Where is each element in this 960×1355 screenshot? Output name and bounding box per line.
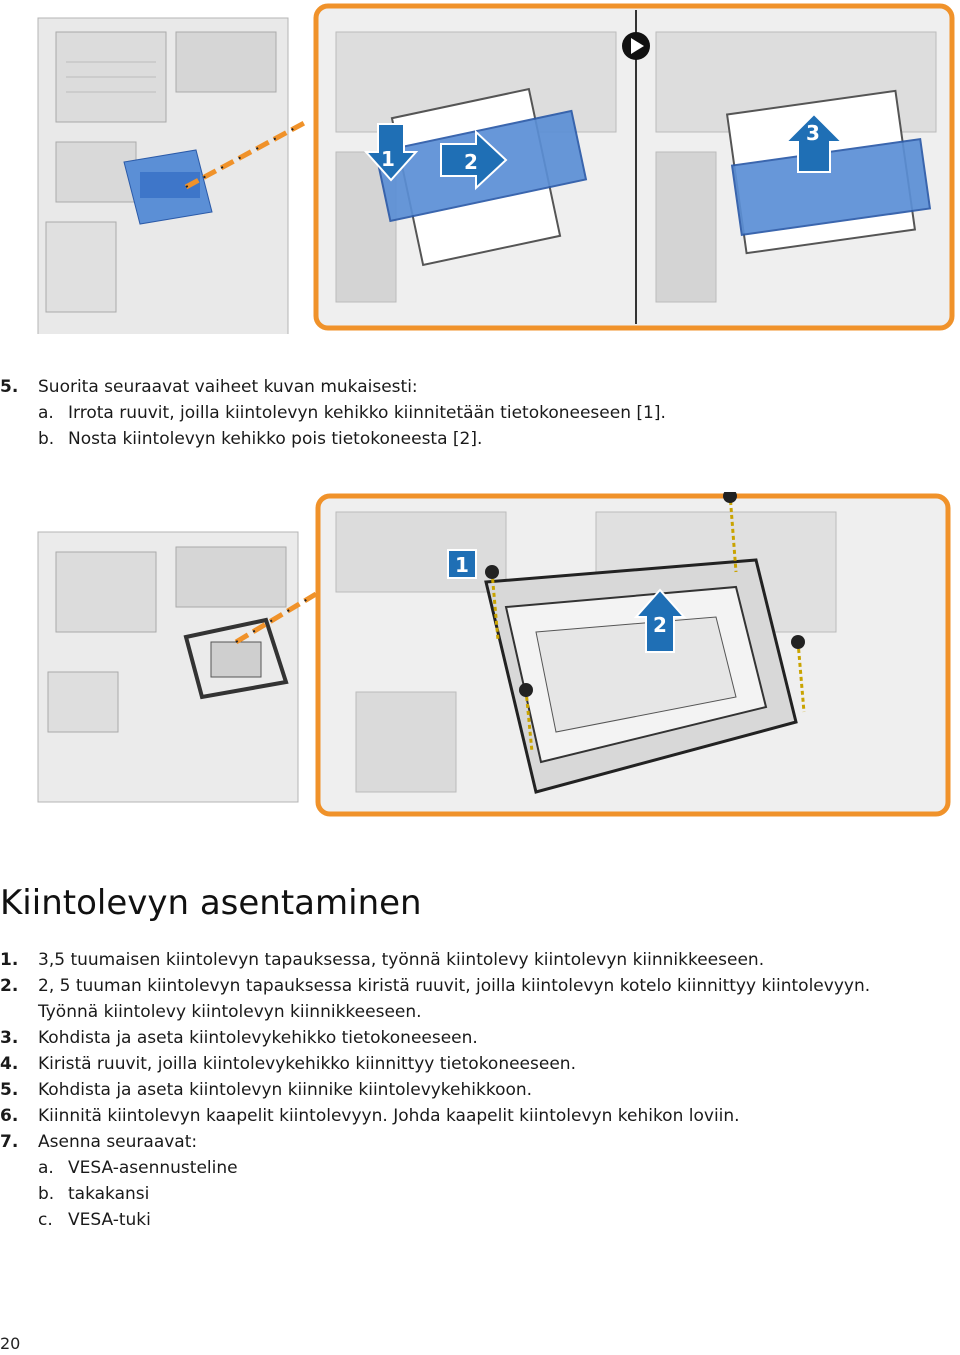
overview-board xyxy=(38,532,298,802)
step-number: 5. xyxy=(0,1080,19,1100)
step-text: 3,5 tuumaisen kiintolevyn tapauksessa, työnnä kiintolevy kiintolevyn kiinnikkeeseen. xyxy=(38,950,765,970)
substep-letter: b. xyxy=(38,1184,55,1204)
zoom-panel xyxy=(316,6,952,328)
step-text-continuation: Työnnä kiintolevy kiintolevyn kiinnikkeeseen. xyxy=(38,1002,422,1022)
step-number: 6. xyxy=(0,1106,19,1126)
figure-1-illustration xyxy=(36,2,956,334)
section-title: Kiintolevyn asentaminen xyxy=(0,883,422,923)
step-text: Suorita seuraavat vaiheet kuvan mukaisesti: xyxy=(38,377,418,397)
substep-text: Nosta kiintolevyn kehikko pois tietokoneesta [2]. xyxy=(68,429,483,449)
substep-letter: b. xyxy=(38,429,55,449)
zoom-panel xyxy=(318,492,948,814)
substep-letter: c. xyxy=(38,1210,53,1230)
step-number: 1. xyxy=(0,950,19,970)
substep-text: VESA-asennusteline xyxy=(68,1158,238,1178)
step-text: Kiristä ruuvit, joilla kiintolevykehikko kiinnittyy tietokoneeseen. xyxy=(38,1054,576,1074)
step-text: Kiinnitä kiintolevyn kaapelit kiintolevyyn. Johda kaapelit kiintolevyn kehikon loviin. xyxy=(38,1106,740,1126)
overview-board xyxy=(38,18,288,334)
substep-text: takakansi xyxy=(68,1184,150,1204)
step-number: 2. xyxy=(0,976,19,996)
substep-text: VESA-tuki xyxy=(68,1210,151,1230)
step-number: 7. xyxy=(0,1132,19,1152)
step-5-block xyxy=(0,374,940,452)
figure-hdd-bracket-removal xyxy=(36,2,956,334)
substep-letter: a. xyxy=(38,403,54,423)
step-number: 4. xyxy=(0,1054,19,1074)
figure-hdd-cage-removal xyxy=(36,492,956,818)
callout-label-3: 3 xyxy=(806,121,820,145)
callout-label-2: 2 xyxy=(464,150,478,174)
step-text: Kohdista ja aseta kiintolevykehikko tietokoneeseen. xyxy=(38,1028,478,1048)
step-text: Kohdista ja aseta kiintolevyn kiinnike kiintolevykehikkoon. xyxy=(38,1080,533,1100)
callout-label-1: 1 xyxy=(455,553,469,577)
install-steps xyxy=(0,947,940,1233)
substep-text: Irrota ruuvit, joilla kiintolevyn kehikko kiinnitetään tietokoneeseen [1]. xyxy=(68,403,666,423)
step-text: Asenna seuraavat: xyxy=(38,1132,198,1152)
page-number: 20 xyxy=(0,1334,21,1353)
substep-letter: a. xyxy=(38,1158,54,1178)
callout-label-1: 1 xyxy=(381,147,395,171)
figure-2-illustration xyxy=(36,492,956,818)
callout-label-2: 2 xyxy=(653,613,667,637)
step-text: 2, 5 tuuman kiintolevyn tapauksessa kiristä ruuvit, joilla kiintolevyn kotelo kiinnittyy kiintolevyyn. xyxy=(38,976,871,996)
step-number: 5. xyxy=(0,377,19,397)
step-number: 3. xyxy=(0,1028,19,1048)
